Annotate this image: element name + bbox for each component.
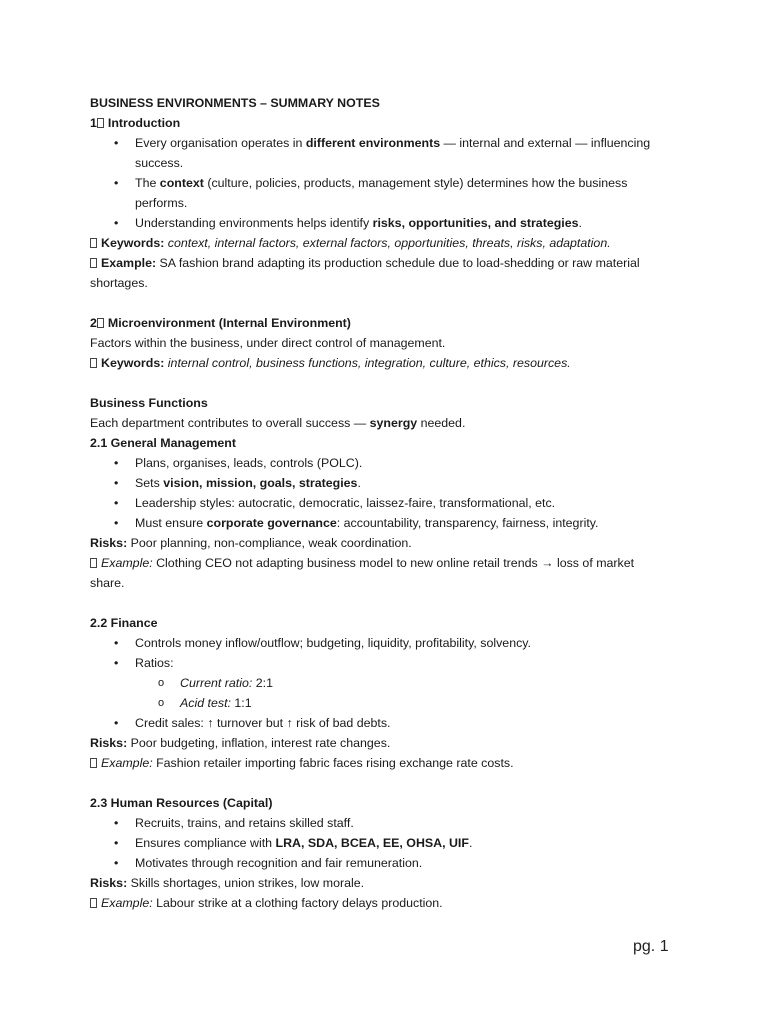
section-heading-introduction: 1 Introduction (90, 116, 181, 130)
risks-line: Risks: Skills shortages, union strikes, low morale. (90, 876, 365, 890)
section-heading-microenvironment: 2 Microenvironment (Internal Environment) (90, 316, 351, 330)
sub-list-item: o Current ratio: 2:1 (90, 673, 670, 693)
key-icon (90, 358, 97, 368)
example-icon (90, 898, 97, 908)
list-item: • Every organisation operates in different environments — internal and external — influencing success. (90, 133, 670, 173)
ratios-sub-list (90, 673, 670, 713)
finance-heading: 2.2 Finance (90, 616, 158, 630)
example-line: Example: Clothing CEO not adapting business model to new online retail trends → loss of market share. (90, 556, 635, 590)
document-title: BUSINESS ENVIRONMENTS – SUMMARY NOTES (90, 96, 380, 110)
example-icon (90, 258, 97, 268)
sub-list-item: o Acid test: 1:1 (90, 693, 670, 713)
microenvironment-description: Factors within the business, under direct control of management. (90, 336, 446, 350)
example-line: Example: SA fashion brand adapting its production schedule due to load-shedding or raw material shortages. (90, 256, 640, 290)
missing-glyph-icon (97, 318, 104, 328)
list-item: • Recruits, trains, and retains skilled staff. (90, 813, 670, 833)
risks-line: Risks: Poor planning, non-compliance, weak coordination. (90, 536, 412, 550)
list-item: • Motivates through recognition and fair remuneration. (90, 853, 670, 873)
list-item: • Leadership styles: autocratic, democratic, laissez-faire, transformational, etc. (90, 493, 670, 513)
example-icon (90, 758, 97, 768)
list-item: • Controls money inflow/outflow; budgeting, liquidity, profitability, solvency. (90, 633, 670, 653)
human-resources-heading: 2.3 Human Resources (Capital) (90, 796, 273, 810)
example-line: Example: Labour strike at a clothing factory delays production. (90, 893, 670, 913)
list-item: • Must ensure corporate governance: accountability, transparency, fairness, integrity. (90, 513, 670, 533)
example-line: Example: Fashion retailer importing fabric faces rising exchange rate costs. (90, 753, 670, 773)
document-page (90, 93, 670, 913)
list-item: • Plans, organises, leads, controls (POLC). (90, 453, 670, 473)
list-item: • Understanding environments helps identify risks, opportunities, and strategies. (90, 213, 670, 233)
risks-line: Risks: Poor budgeting, inflation, interest rate changes. (90, 736, 391, 750)
list-item: • Ensures compliance with LRA, SDA, BCEA, EE, OHSA, UIF. (90, 833, 670, 853)
introduction-bullet-list (90, 133, 670, 233)
missing-glyph-icon (97, 118, 104, 128)
human-resources-bullet-list (90, 813, 670, 873)
page-number: pg. 1 (633, 938, 669, 955)
finance-bullet-list-continued (90, 713, 670, 733)
business-functions-description: Each department contributes to overall success — synergy needed. (90, 416, 466, 430)
business-functions-heading: Business Functions (90, 396, 208, 410)
list-item: • Sets vision, mission, goals, strategies. (90, 473, 670, 493)
example-icon (90, 558, 97, 568)
list-item: • Credit sales: ↑ turnover but ↑ risk of bad debts. (90, 713, 670, 733)
key-icon (90, 238, 97, 248)
list-item: • Ratios: (90, 653, 670, 673)
finance-bullet-list (90, 633, 670, 673)
general-management-bullet-list (90, 453, 670, 533)
list-item: • The context (culture, policies, products, management style) determines how the business performs. (90, 173, 670, 213)
general-management-heading: 2.1 General Management (90, 436, 236, 450)
keywords-line: Keywords: internal control, business functions, integration, culture, ethics, resources. (90, 353, 670, 373)
keywords-line: Keywords: context, internal factors, external factors, opportunities, threats, risks, adaptation. (90, 233, 670, 253)
